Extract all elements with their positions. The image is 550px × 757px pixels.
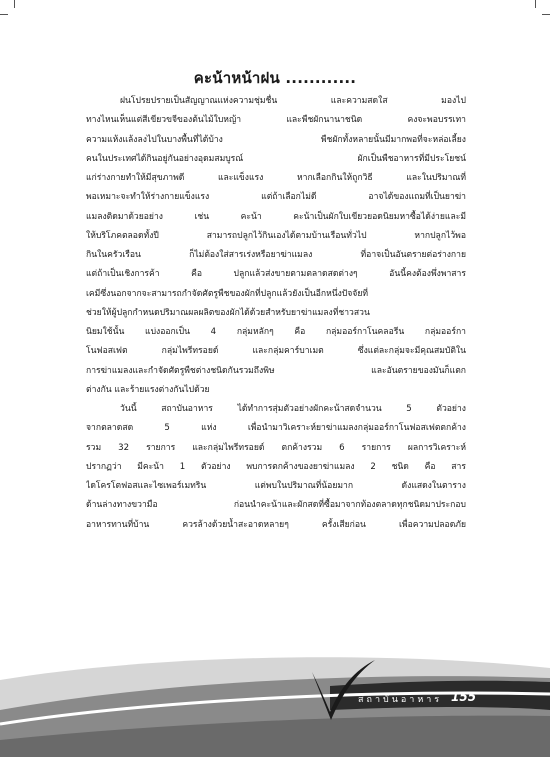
crop-mark-top-left-horizontal	[0, 14, 8, 15]
text-line: ปรากฏว่า มีคะน้า 1 ตัวอย่าง พบการตกค้างของยาฆ่าแมลง 2 ชนิด คือ สาร	[86, 461, 466, 472]
text-line: แต่ถ้าเป็นเชิงการค้า คือ ปลูกแล้วส่งขายตามตลาดสดต่างๆ อันนี้คงต้องพึ่งพาสาร	[86, 269, 466, 280]
paragraph-2	[86, 400, 466, 535]
crop-mark-top-right-horizontal	[542, 14, 550, 15]
text-line: พอเหมาะจะทำให้ร่างกายแข็งแรง แต่ถ้าเลือกไม่ดี อาจได้ของแถมที่เป็นยาฆ่า	[86, 192, 466, 203]
text-line: แมลงติดมาด้วยอย่าง เช่น คะน้า คะน้าเป็นผักใบเขียวยอดนิยมหาซื้อได้ง่ายและมี	[86, 211, 466, 222]
text-line: ด้านล่างทางขวามือ ก่อนนำคะน้าและผักสดที่ซื้อมาจากท้องตลาดทุกชนิดมาประกอบ	[86, 500, 466, 511]
text-line: ช่วยให้ผู้ปลูกกำหนดปริมาณผลผลิตของผักได้ด้วยสำหรับยาฆ่าแมลงที่ชาวสวน	[86, 307, 370, 318]
text-line: ทางไหนเห็นแต่สีเขียวขจีของต้นไม้ใบหญ้า และพืชผักนานาชนิด คงจะพอบรรเทา	[86, 115, 466, 126]
text-line: รวม 32 รายการ และกลุ่มไพรีทรอยด์ ตกค้างรวม 6 รายการ ผลการวิเคราะห์	[86, 442, 466, 453]
text-line: ไดโครโตฟอสและไซเพอร์เมทริน แต่พบในปริมาณที่น้อยมาก ดังแสดงในตาราง	[86, 481, 466, 491]
page-number: 155	[451, 690, 477, 704]
article-body	[86, 92, 466, 535]
text-line: กินในครัวเรือน ก็ไม่ต้องใส่สารเร่งหรือยาฆ่าแมลง ที่อาจเป็นอันตรายต่อร่างกาย	[86, 250, 466, 260]
text-line: นิยมใช้นั้น แบ่งออกเป็น 4 กลุ่มหลักๆ คือ กลุ่มออร์กาโนคลอรีน กลุ่มออร์กา	[86, 327, 466, 337]
text-line: ฝนโปรยปรายเป็นสัญญาณแห่งความชุ่มชื่น และความสดใส มองไป	[120, 96, 466, 106]
text-line: อาหารทานที่บ้าน ควรล้างด้วยน้ำสะอาดหลายๆ ครั้งเสียก่อน เพื่อความปลอดภัย	[86, 519, 466, 530]
footer-publisher-label: สถาบันอาหาร	[358, 695, 443, 705]
text-line: จากตลาดสด 5 แห่ง เพื่อนำมาวิเคราะห์ยาฆ่าแมลงกลุ่มออร์กาโนฟอสเฟตตกค้าง	[86, 423, 466, 434]
text-line: แก่ร่างกายทำให้มีสุขภาพดี และแข็งแรง หากเลือกกินให้ถูกวิธี และในปริมาณที่	[86, 173, 466, 183]
page-title: คะน้าหน้าฝน ............	[193, 69, 357, 87]
text-line: ให้บริโภคตลอดทั้งปี สามารถปลูกไว้กินเองได้ตามบ้านเรือนทั่วไป หากปลูกไว้พอ	[86, 230, 466, 241]
text-line: การฆ่าแมลงและกำจัดศัตรูพืชต่างชนิดกันรวมถึงพิษ และอันตรายของมันก็แตก	[86, 365, 466, 376]
text-line: โนฟอสเฟต กลุ่มไพรีทรอยด์ และกลุ่มคาร์บาเมต ซึ่งแต่ละกลุ่มจะมีคุณสมบัติใน	[86, 346, 466, 357]
text-line: ความแห้งแล้งลงไปในบางพื้นที่ได้บ้าง พืชผักทั้งหลายนั้นมีมากพอที่จะหล่อเลี้ยง	[86, 134, 466, 145]
text-line: คนในประเทศได้กินอยู่กันอย่างอุดมสมบูรณ์ ผักเป็นพืชอาหารที่มีประโยชน์	[86, 153, 466, 164]
text-line: วันนี้ สถาบันอาหาร ได้ทำการสุ่มตัวอย่างผักคะน้าสดจำนวน 5 ตัวอย่าง	[120, 404, 466, 414]
text-line: ต่างกัน และร้ายแรงต่างกันไปด้วย	[86, 384, 210, 395]
text-line: เคมีซึ่งนอกจากจะสามารถกำจัดศัตรูพืชของผักที่ปลูกแล้วยังเป็นอีกหนึ่งปัจจัยที่	[86, 288, 369, 299]
crop-mark-top-left-vertical	[14, 0, 15, 8]
crop-mark-top-right-vertical	[535, 0, 536, 8]
paragraph-1	[86, 92, 466, 400]
